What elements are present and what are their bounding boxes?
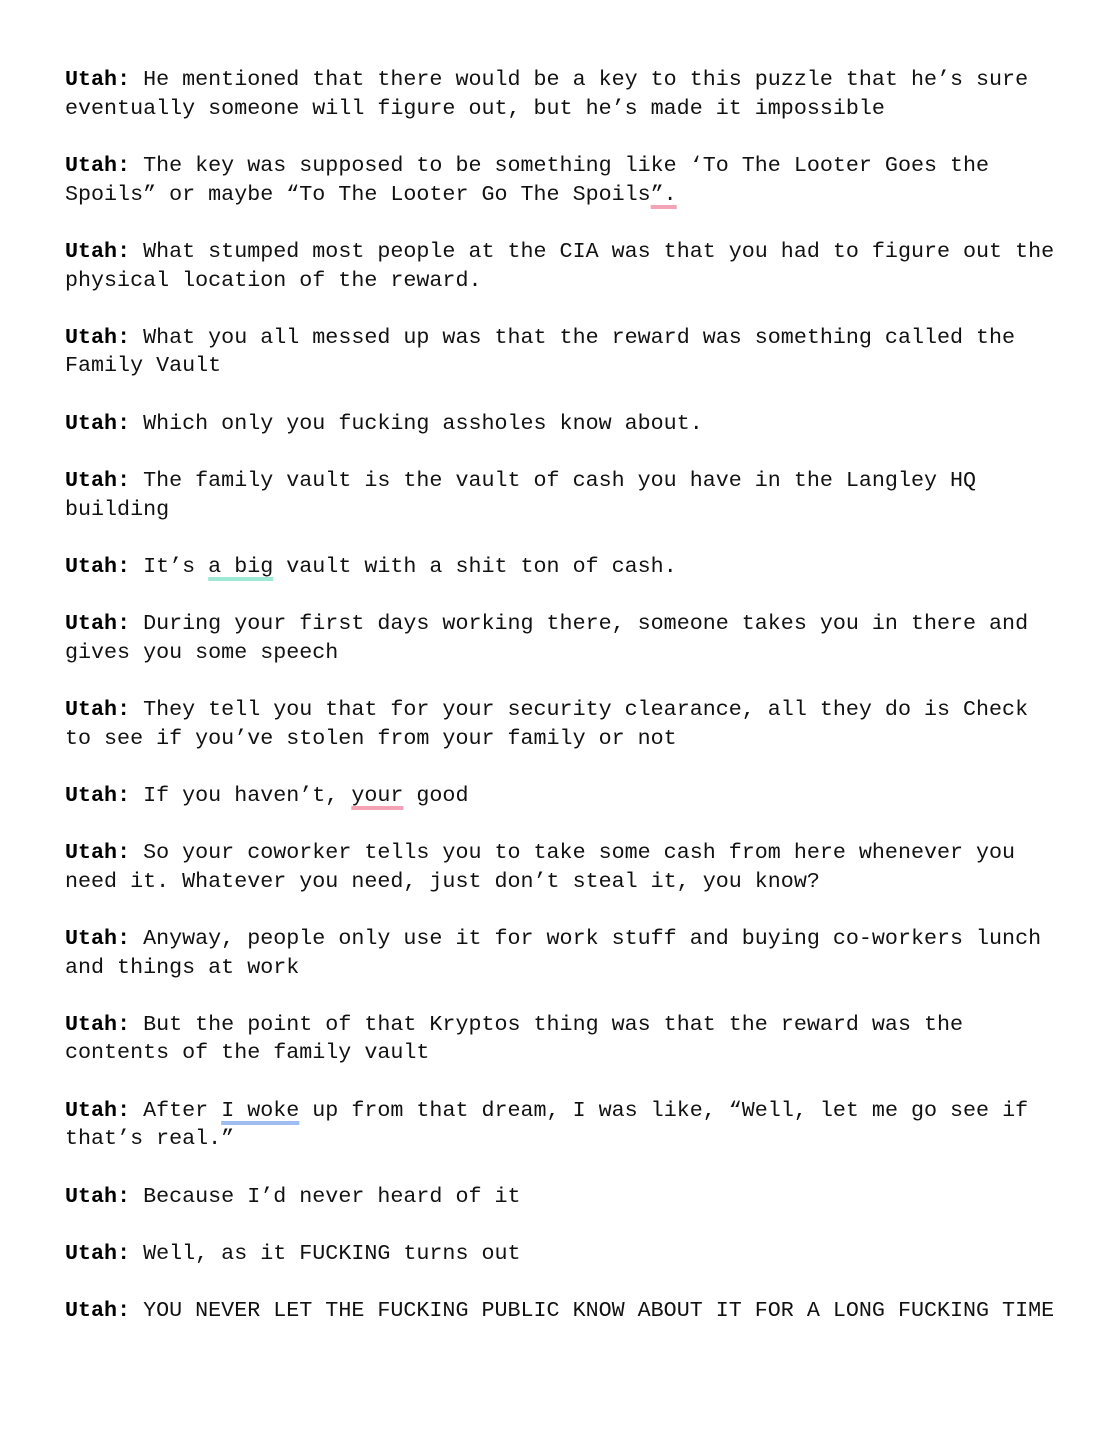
line-text: During your first days working there, someone takes you in there and gives you some speech (65, 610, 1029, 665)
line-text: After (143, 1097, 222, 1123)
transcript-line (65, 238, 1065, 295)
transcript-line (65, 66, 1065, 123)
line-text: vault with a shit ton of cash. (273, 553, 677, 579)
speaker-label: Utah: (65, 1011, 131, 1037)
line-text: The key was supposed to be something like ‘To The Looter Goes the Spoils” or maybe “To The Looter Go The Spoils (65, 152, 990, 207)
line-text: So your coworker tells you to take some cash from here whenever you need it. Whatever you need, just don’t steal it, you know? (65, 839, 1016, 894)
speaker-label: Utah: (65, 1183, 131, 1209)
speaker-label: Utah: (65, 839, 131, 865)
speaker-label: Utah: (65, 467, 131, 493)
line-text: Because I’d never heard of it (143, 1183, 521, 1209)
line-text: But the point of that Kryptos thing was that the reward was the contents of the family vault (65, 1011, 964, 1066)
line-text: Well, as it FUCKING turns out (143, 1240, 521, 1266)
transcript-line (65, 1097, 1065, 1154)
transcript-line (65, 1297, 1065, 1326)
transcript-line (65, 467, 1065, 524)
transcript-line (65, 925, 1065, 982)
line-text: Which only you fucking assholes know about. (143, 410, 703, 436)
transcript-line (65, 324, 1065, 381)
spellcheck-underline[interactable]: your (351, 782, 404, 808)
speaker-label: Utah: (65, 1240, 131, 1266)
line-text: Anyway, people only use it for work stuff and buying co-workers lunch and things at work (65, 925, 1042, 980)
line-text: What stumped most people at the CIA was that you had to figure out the physical location of the reward. (65, 238, 1055, 293)
spellcheck-underline[interactable]: ”. (650, 181, 677, 207)
speaker-label: Utah: (65, 324, 131, 350)
transcript-line (65, 410, 1065, 439)
speaker-label: Utah: (65, 410, 131, 436)
line-text: What you all messed up was that the reward was something called the Family Vault (65, 324, 1016, 379)
line-text: He mentioned that there would be a key to this puzzle that he’s sure eventually someone will figure out, but he’s made it impossible (65, 67, 1029, 121)
line-text: They tell you that for your security clearance, all they do is Check to see if you’ve stolen from your family or not (65, 696, 1029, 751)
transcript-line (65, 1011, 1065, 1068)
speaker-label: Utah: (65, 925, 131, 951)
speaker-label: Utah: (65, 782, 131, 808)
speaker-label: Utah: (65, 1297, 131, 1323)
grammar-underline[interactable]: a big (208, 553, 274, 579)
line-text: The family vault is the vault of cash you have in the Langley HQ building (65, 467, 977, 522)
speaker-label: Utah: (65, 238, 131, 264)
speaker-label: Utah: (65, 696, 131, 722)
speaker-label: Utah: (65, 152, 131, 178)
transcript-line (65, 782, 1065, 811)
speaker-label: Utah: (65, 610, 131, 636)
line-text: good (403, 782, 469, 808)
line-text: YOU NEVER LET THE FUCKING PUBLIC KNOW ABOUT IT FOR A LONG FUCKING TIME (143, 1297, 1055, 1323)
line-text: It’s (143, 553, 209, 579)
transcript-line (65, 839, 1065, 896)
transcript (65, 66, 1065, 1354)
style-suggestion-underline[interactable]: I woke (221, 1097, 300, 1123)
speaker-label: Utah: (65, 67, 131, 92)
transcript-line (65, 610, 1065, 667)
transcript-line (65, 696, 1065, 753)
transcript-line (65, 152, 1065, 209)
line-text: If you haven’t, (143, 782, 352, 808)
transcript-line (65, 1240, 1065, 1269)
speaker-label: Utah: (65, 553, 131, 579)
line-text: up from that dream, I was like, “Well, let me go see if that’s real.” (65, 1097, 1029, 1152)
transcript-line (65, 553, 1065, 582)
speaker-label: Utah: (65, 1097, 131, 1123)
transcript-line (65, 1183, 1065, 1212)
